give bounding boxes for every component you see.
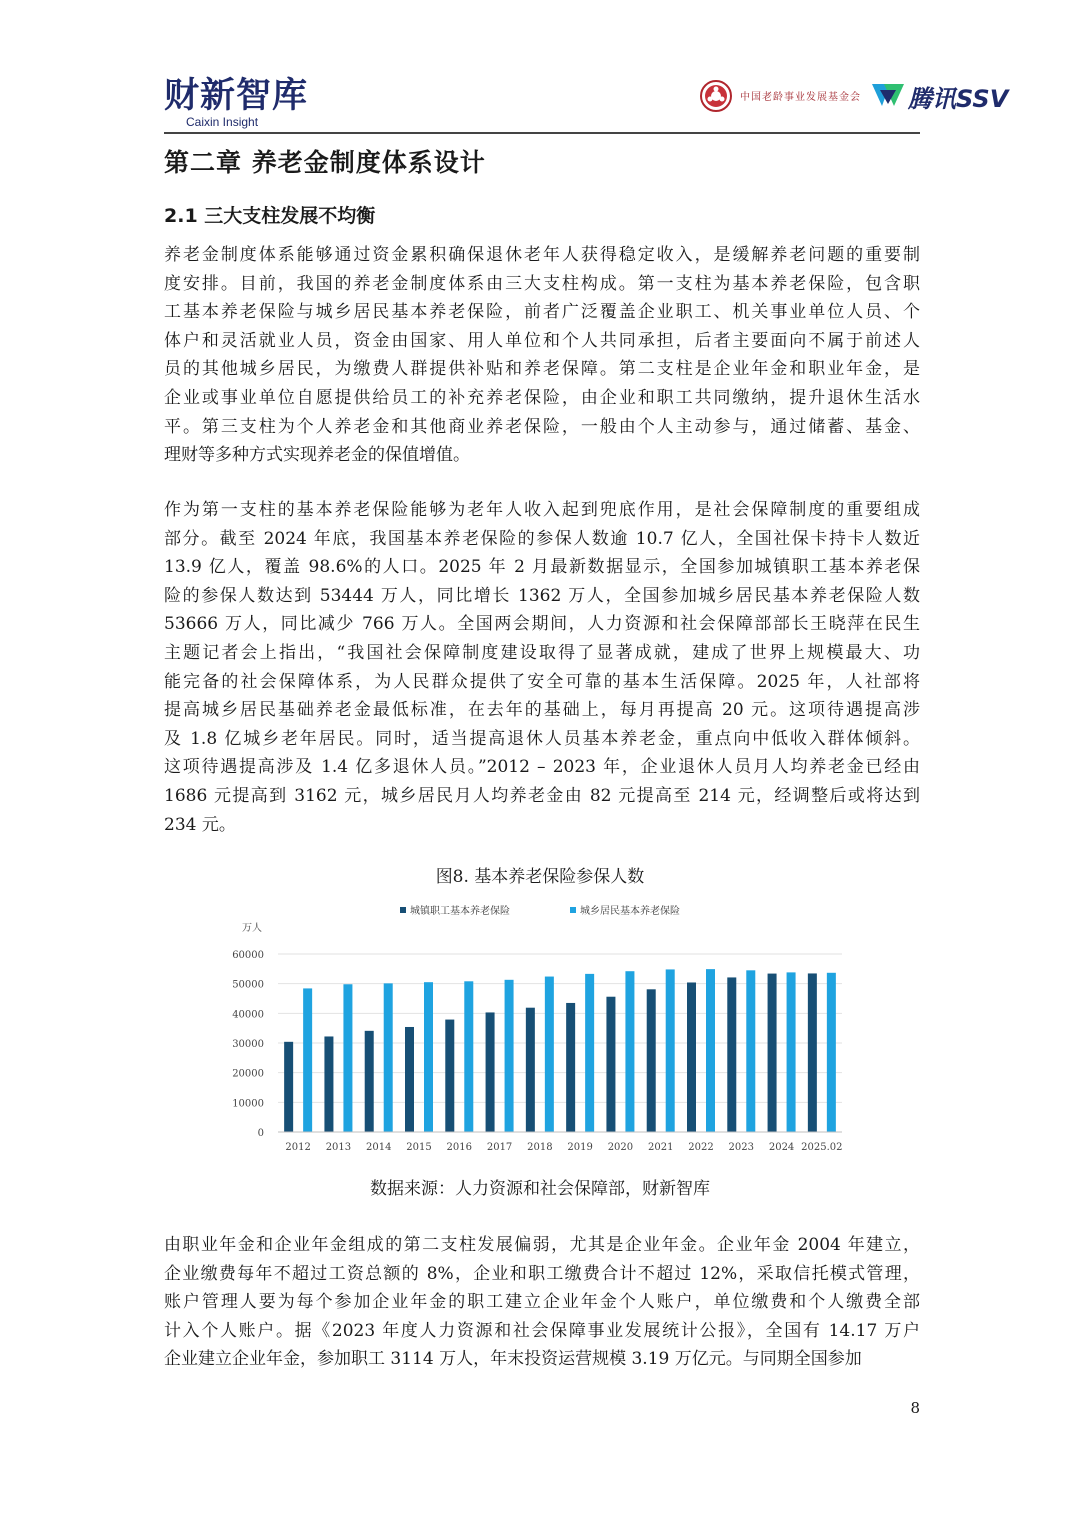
x-tick-label: 2012 [285,1142,311,1153]
x-tick-label: 2018 [527,1142,553,1153]
paragraph-line: 由职业年金和企业年金组成的第二支柱发展偏弱，尤其是企业年金。企业年金 2004 年建立， [164,1235,920,1255]
bar-urban-rural-resident [424,982,433,1132]
paragraph-first-pillar [164,496,920,839]
x-tick-label: 2023 [728,1142,755,1153]
legend-swatch [570,907,576,913]
paragraph-line: 作为第一支柱的基本养老保险能够为老年人收入起到兜底作用，是社会保障制度的重要组成 [164,500,920,520]
bar-urban-rural-resident [827,973,836,1132]
paragraph-line: 及 1.8 亿城乡老年居民。同时，适当提高退休人员基本养老金，重点向中低收入群体倾斜。 [164,728,920,749]
y-tick-label: 50000 [232,979,264,991]
page-header [164,72,1009,134]
y-tick-label: 20000 [232,1068,264,1080]
paragraph-line: 这项待遇提高涉及 1.4 亿多退休人员。”2012 – 2023 年，企业退休人员月人均养老金已经由 [164,757,920,778]
paragraph-line: 1686 元提高到 3162 元，城乡居民月人均养老金由 82 元提高至 214 元，经调整后或将达到 [164,785,920,806]
bar-urban-employee [768,974,777,1132]
foundation-name: 中国老龄事业发展基金会 [740,92,861,103]
legend-swatch [400,907,406,913]
paragraph-line: 部分。截至 2024 年底，我国基本养老保险的参保人数逾 10.7 亿人，全国社保卡持卡人数近 [164,528,920,549]
y-tick-label: 30000 [232,1039,264,1050]
paragraph-pillars-overview [164,241,920,470]
y-tick-label: 40000 [232,1009,264,1021]
paragraph-line: 平。第三支柱为个人养老金和其他商业养老保险，一般由个人主动参与，通过储蓄、基金、 [164,416,920,437]
paragraph-line: 53666 万人，同比减少 766 万人。全国两会期间，人力资源和社会保障部部长王晓萍在民生 [164,614,920,635]
bar-urban-employee [808,973,817,1132]
insurance-enrollment-chart [230,898,850,1168]
tencent-ssv-logo-icon [870,80,906,110]
bar-urban-employee [526,1008,535,1132]
y-tick-label: 10000 [232,1098,264,1110]
figure-source: 数据来源：人力资源和社会保障部，财新智库 [370,1179,710,1199]
bar-urban-employee [405,1027,414,1132]
bar-urban-employee [365,1031,374,1132]
legend-label: 城镇职工基本养老保险 [410,906,510,917]
bar-urban-rural-resident [666,969,675,1132]
bar-urban-rural-resident [384,983,393,1132]
bar-urban-employee [324,1036,333,1132]
paragraph-line: 度安排。目前，我国的养老金制度体系由三大支柱构成。第一支柱为基本养老保险，包含职 [164,273,920,294]
paragraph-line: 提高城乡居民基础养老金最低标准，在去年的基础上，每月再提高 20 元。这项待遇提高涉 [164,700,920,721]
x-tick-label: 2022 [688,1142,714,1153]
x-tick-label: 2024 [768,1142,795,1153]
bar-urban-employee [606,997,615,1132]
x-tick-label: 2014 [365,1142,392,1153]
paragraph-line: 234 元。 [164,814,236,835]
y-tick-label: 60000 [232,950,264,961]
foundation-emblem-icon [700,80,732,112]
paragraph-line: 员的其他城乡居民，为缴费人群提供补贴和养老保障。第二支柱是企业年金和职业年金，是 [164,359,920,380]
x-tick-label: 2016 [446,1142,473,1153]
paragraph-line: 企业或事业单位自愿提供给员工的补充养老保险，由企业和职工共同缴纳，提升退休生活水 [164,387,920,408]
x-tick-label: 2017 [486,1142,513,1153]
bar-urban-rural-resident [585,974,594,1132]
paragraph-line: 账户管理人要为每个参加企业年金的职工建立企业年金个人账户，单位缴费和个人缴费全部 [164,1292,920,1313]
bar-urban-rural-resident [625,971,634,1132]
paragraph-line: 工基本养老保险与城乡居民基本养老保险，前者广泛覆盖企业职工、机关事业单位人员、个 [164,302,920,323]
y-axis-unit: 万人 [242,923,262,934]
tencent-ssv-name: 腾讯SSV [908,85,1009,113]
paragraph-line: 企业建立企业年金，参加职工 3114 万人，年末投资运营规模 3.19 万亿元。与同期全国参加 [164,1349,862,1370]
paragraph-line: 体户和灵活就业人员，资金由国家、用人单位和个人共同承担，后者主要面向不属于前述人 [164,330,920,351]
paragraph-line: 13.9 亿人，覆盖 98.6%的人口。2025 年 2 月最新数据显示，全国参加城镇职工基本养老保 [164,557,920,578]
bar-urban-rural-resident [303,988,312,1132]
bar-urban-employee [284,1042,293,1132]
bar-urban-rural-resident [787,972,796,1132]
x-tick-label: 2020 [607,1142,634,1153]
bar-urban-rural-resident [545,977,554,1132]
bar-urban-employee [647,989,656,1132]
paragraph-line: 主题记者会上指出，“我国社会保障制度建设取得了显著成就，建成了世界上规模最大、功 [164,642,920,663]
legend-label: 城乡居民基本养老保险 [580,906,680,917]
x-tick-label: 2021 [647,1142,674,1153]
bar-urban-rural-resident [746,970,755,1132]
paragraph-second-pillar [164,1231,920,1374]
caixin-logo: 财新智库 [164,76,309,116]
figure-title: 图8. 基本养老保险参保人数 [435,867,645,887]
bar-urban-employee [727,977,736,1132]
x-tick-label: 2019 [567,1142,593,1153]
bar-urban-employee [445,1020,454,1132]
x-tick-label: 2025.02 [801,1142,843,1153]
bar-urban-rural-resident [706,969,715,1132]
paragraph-line: 企业缴费每年不超过工资总额的 8%，企业和职工缴费合计不超过 12%，采取信托模式管理， [164,1263,920,1284]
bar-urban-rural-resident [464,981,473,1132]
chapter-title: 第二章 养老金制度体系设计 [164,148,486,177]
x-tick-label: 2013 [325,1142,352,1153]
x-tick-label: 2015 [406,1142,432,1153]
page-number: 8 [910,1399,920,1417]
paragraph-line: 险的参保人数达到 53444 万人，同比增长 1362 万人，全国参加城乡居民基本养老保险人数 [164,585,920,606]
bar-urban-employee [566,1003,575,1132]
paragraph-line: 理财等多种方式实现养老金的保值增值。 [164,445,470,466]
bar-urban-rural-resident [505,980,514,1132]
bar-urban-rural-resident [343,984,352,1132]
paragraph-line: 能完备的社会保障体系，为人民群众提供了安全可靠的基本生活保障。2025 年，人社部将 [164,671,920,692]
bar-urban-employee [486,1012,495,1132]
y-tick-label: 0 [257,1128,264,1139]
bar-urban-employee [687,982,696,1132]
paragraph-line: 养老金制度体系能够通过资金累积确保退休老年人获得稳定收入，是缓解养老问题的重要制 [164,245,920,265]
paragraph-line: 计入个人账户。据《2023 年度人力资源和社会保障事业发展统计公报》，全国有 14.17 万户 [164,1320,920,1341]
header-divider [164,132,920,134]
section-title: 2.1 三大支柱发展不均衡 [164,205,376,227]
caixin-logo-subtitle: Caixin Insight [186,115,259,129]
